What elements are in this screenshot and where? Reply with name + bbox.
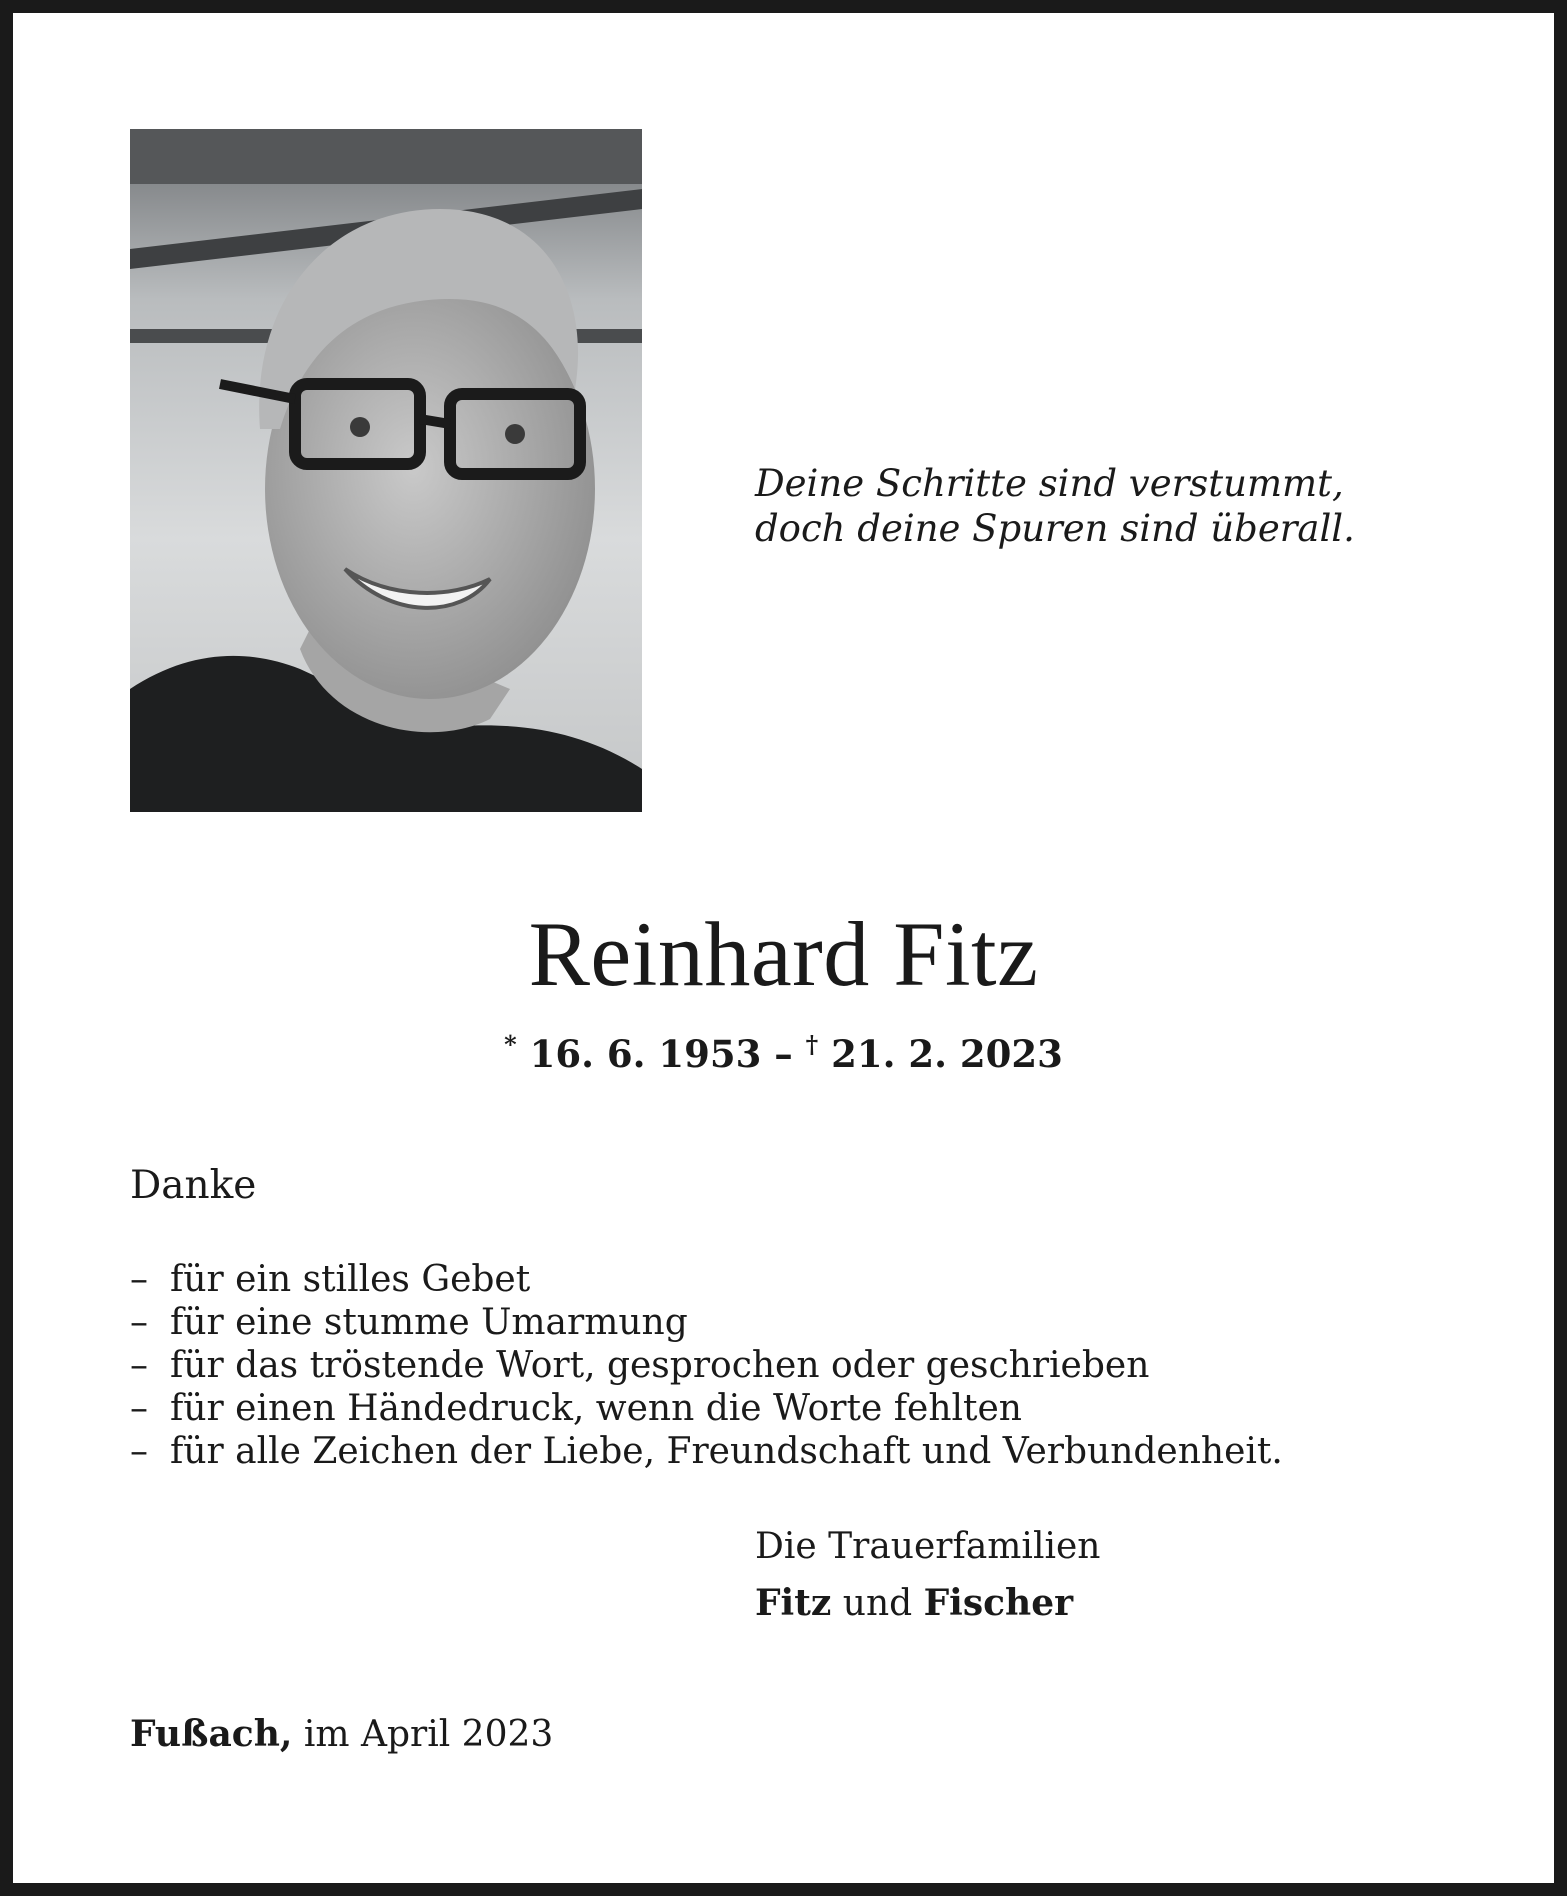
family-name-2: Fischer (923, 1582, 1074, 1624)
place-date: im April 2023 (292, 1714, 554, 1755)
place-town: Fußach, (130, 1713, 293, 1755)
family-signature (755, 1518, 1100, 1632)
thanks-heading: Danke (130, 1163, 257, 1208)
family-name-1: Fitz (755, 1582, 832, 1624)
list-item: – für ein stilles Gebet (130, 1258, 1283, 1301)
signature-line: Die Trauerfamilien (755, 1526, 1101, 1567)
family-connector: und (831, 1583, 924, 1624)
deceased-name: Reinhard Fitz (528, 903, 1039, 1005)
portrait-photo (130, 129, 642, 812)
place-and-date (130, 1713, 553, 1755)
birth-symbol: * (504, 1030, 517, 1059)
birth-date: 16. 6. 1953 (529, 1032, 762, 1076)
list-item: – für eine stumme Umarmung (130, 1301, 1283, 1344)
memorial-quote (755, 461, 1355, 551)
list-item: – für einen Händedruck, wenn die Worte fehlten (130, 1387, 1283, 1430)
date-separator: – (761, 1032, 806, 1076)
quote-line-2: doch deine Spuren sind überall. (755, 507, 1355, 550)
quote-line-1: Deine Schritte sind verstummt, (755, 462, 1344, 505)
death-symbol: † (805, 1030, 819, 1059)
death-date: 21. 2. 2023 (831, 1032, 1063, 1076)
list-item: – für das tröstende Wort, gesprochen oder geschrieben (130, 1344, 1283, 1387)
thanks-list (130, 1258, 1283, 1473)
list-item: – für alle Zeichen der Liebe, Freundschaft und Verbundenheit. (130, 1430, 1283, 1473)
family-names (755, 1575, 1100, 1632)
life-dates (13, 1030, 1554, 1076)
